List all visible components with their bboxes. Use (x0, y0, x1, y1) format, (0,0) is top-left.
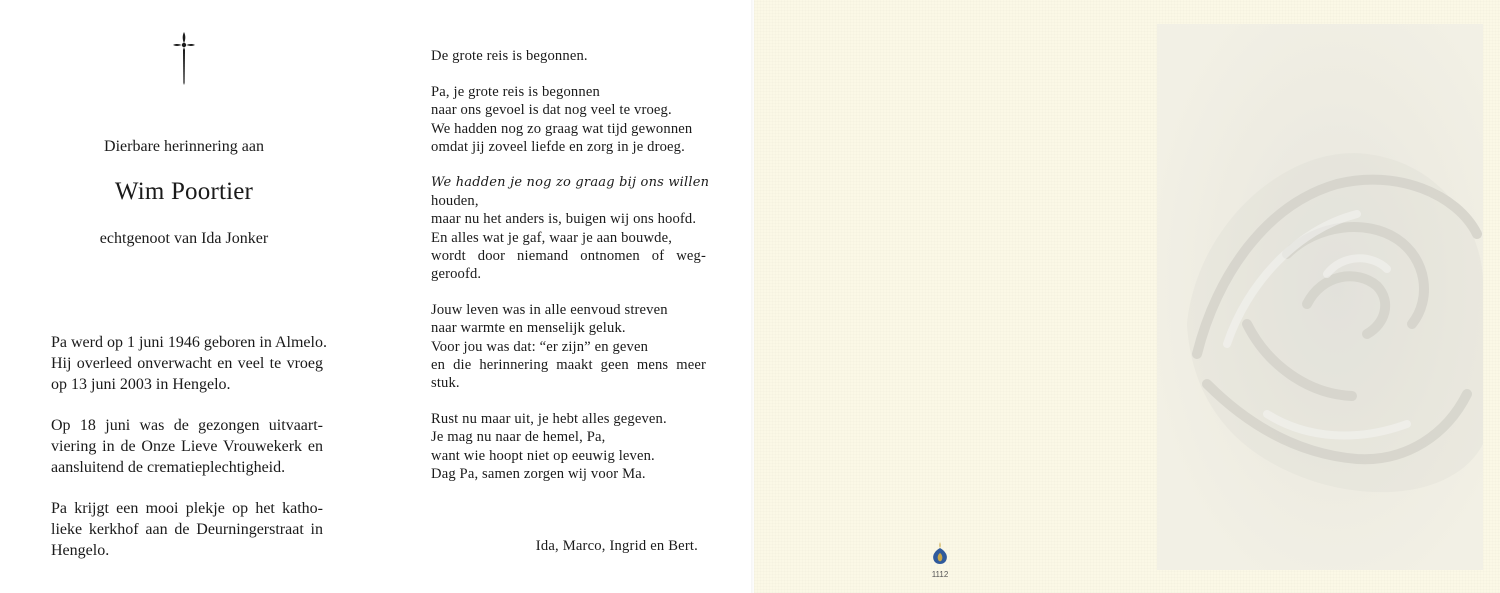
poem-line: We hadden nog zo graag wat tijd gewonnen (431, 120, 693, 137)
bio-line: op 13 juni 2003 in Hengelo. (51, 376, 231, 393)
poem-line: Jouw leven was in alle eenvoud streven (431, 302, 668, 319)
poem (431, 47, 710, 501)
poem-title-stanza (431, 47, 706, 65)
biography (51, 332, 327, 581)
poem-line: En alles wat je gaf, waar je aan bouwde, (431, 229, 673, 246)
fold-line (751, 0, 755, 593)
poem-title: De grote reis is begonnen. (431, 48, 588, 64)
poem-line: wordt door niemand ontnomen of weg- (431, 247, 706, 264)
bio-line: Hij overleed onverwacht en veel te vroeg (51, 355, 323, 372)
bio-line: Hengelo. (51, 542, 110, 559)
print-code: 1112 (931, 570, 949, 579)
poem-stanza (431, 174, 710, 283)
rose-photo (1157, 24, 1483, 570)
poem-stanza (431, 301, 706, 392)
poem-stanza (431, 83, 706, 156)
poem-line: maar nu het anders is, buigen wij ons hoofd. (431, 211, 697, 228)
poem-line: We hadden je nog zo graag bij ons willen (431, 175, 710, 191)
spouse-text: echtgenoot van Ida Jonker (99, 230, 269, 247)
rose-image (1157, 24, 1483, 570)
bio-line: viering in de Onze Lieve Vrouwekerk en (51, 438, 323, 455)
poem-line: naar warmte en menselijk geluk. (431, 320, 626, 337)
poem-line: want wie hoopt niet op eeuwig leven. (431, 447, 655, 464)
poem-line: geroofd. (431, 266, 482, 283)
poem-line: omdat jij zoveel liefde en zorg in je droeg. (431, 138, 685, 155)
bio-line: aansluitend de crematieplechtigheid. (51, 459, 286, 476)
bio-line: Pa krijgt een mooi plekje op het katho- (51, 500, 323, 517)
poem-line: Pa, je grote reis is begonnen (431, 84, 600, 101)
bio-line: Pa werd op 1 juni 1946 geboren in Almelo. (51, 334, 327, 351)
cross-icon (170, 30, 198, 86)
poem-line: Je mag nu naar de hemel, Pa, (431, 429, 606, 446)
dedication-text: Dierbare herinnering aan (104, 138, 264, 155)
bio-paragraph (51, 332, 327, 395)
flame-emblem-icon (931, 541, 949, 565)
bio-paragraph (51, 415, 323, 478)
poem-stanza (431, 410, 706, 483)
signature: Ida, Marco, Ingrid en Bert. (535, 538, 698, 554)
bio-line: Op 18 juni was de gezongen uitvaart- (51, 417, 323, 434)
poem-line: Voor jou was dat: “er zijn” en geven (431, 338, 649, 355)
poem-line: Rust nu maar uit, je hebt alles gegeven. (431, 411, 667, 428)
deceased-name: Wim Poortier (114, 178, 254, 205)
poem-line: en die herinnering maakt geen mens meer (431, 356, 706, 373)
bio-line: lieke kerkhof aan de Deurningerstraat in (51, 521, 323, 538)
poem-line: Dag Pa, samen zorgen wij voor Ma. (431, 465, 646, 482)
bio-paragraph (51, 498, 323, 561)
poem-line: houden, (431, 193, 479, 210)
poem-line: naar ons gevoel is dat nog veel te vroeg. (431, 102, 672, 119)
poem-line: stuk. (431, 375, 460, 392)
